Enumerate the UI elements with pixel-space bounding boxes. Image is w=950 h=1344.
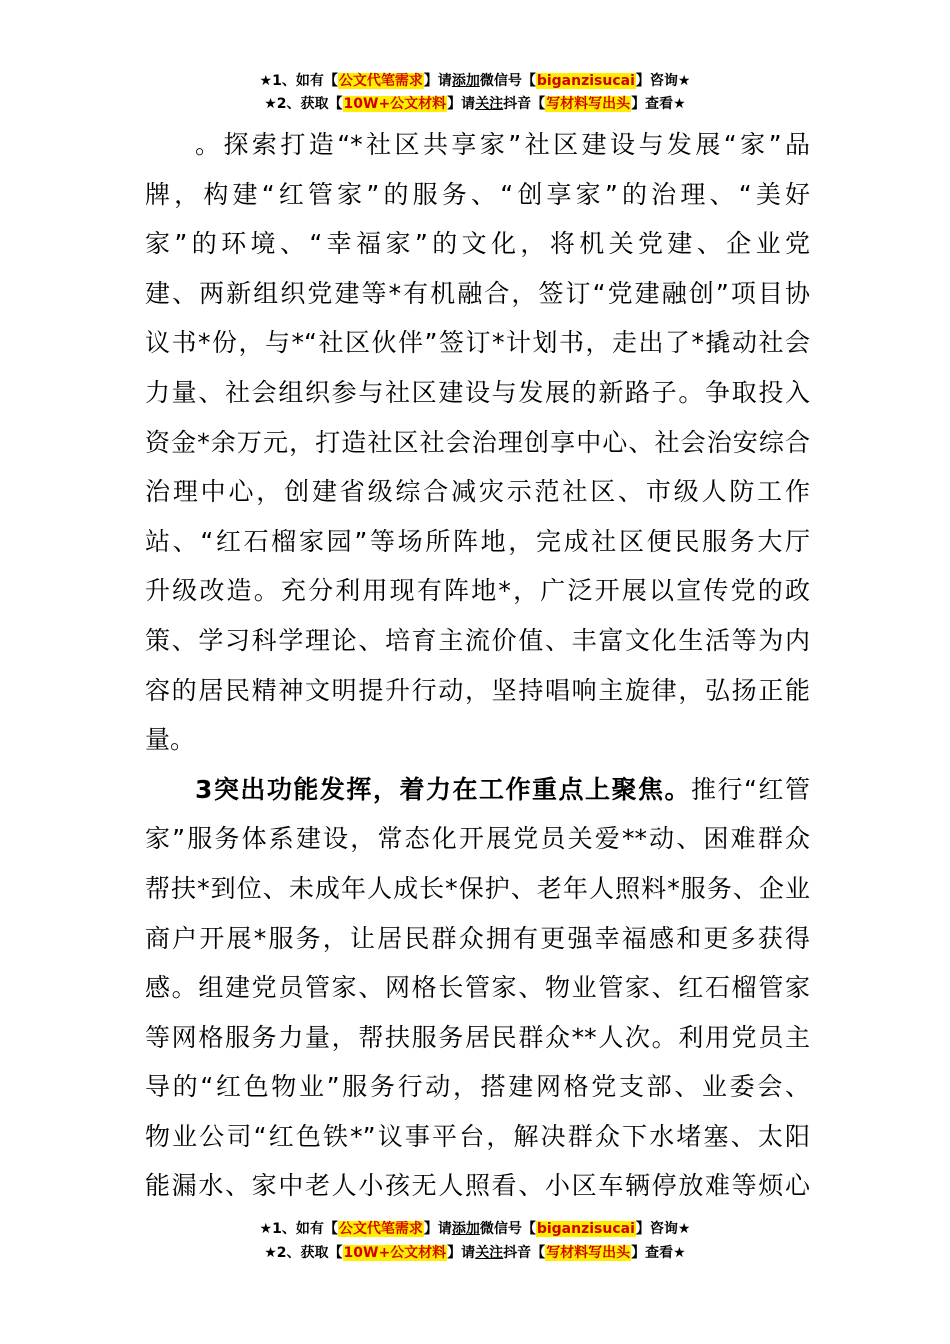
promo-line-2-footer xyxy=(0,1242,950,1264)
promo-underline: 添加 xyxy=(451,73,480,89)
paragraph-line: 议书*份，与*“社区伙伴”签订*计划书，走出了*撬动社会 xyxy=(145,328,810,358)
paragraph-line: 资金*余万元，打造社区社会治理创享中心、社会治安综合 xyxy=(145,427,810,457)
paragraph-line: 升级改造。充分利用现有阵地*，广泛开展以宣传党的政 xyxy=(145,576,810,606)
promo-text: 】请 xyxy=(423,1221,452,1237)
section-heading-line xyxy=(145,765,810,815)
paragraph-line: 帮扶*到位、未成年人成长*保护、老年人照料*服务、企业 xyxy=(145,873,810,903)
promo-highlight: 写材料写出头 xyxy=(546,96,631,112)
paragraph-line: 容的居民精神文明提升行动，坚持唱响主旋律，弘扬正能 xyxy=(145,675,810,705)
paragraph-line: 。探索打造“*社区共享家”社区建设与发展“家”品 xyxy=(195,130,810,159)
paragraph-line: 家”的环境、“幸福家”的文化，将机关党建、企业党 xyxy=(145,229,810,259)
promo-line-1 xyxy=(0,70,950,92)
promo-text: 】查看★ xyxy=(631,1245,686,1261)
promo-highlight: 公文代笔需求 xyxy=(338,73,423,89)
paragraph-line: 导的“红色物业”服务行动，搭建网格党支部、业委会、 xyxy=(145,1072,810,1102)
promo-text: ★2、获取【 xyxy=(264,1245,343,1261)
section-heading: 3突出功能发挥，着力在工作重点上聚焦。 xyxy=(195,774,692,804)
paragraph-line: 策、学习科学理论、培育主流价值、丰富文化生活等为内 xyxy=(145,625,810,655)
promo-text: 】请 xyxy=(423,73,452,89)
promo-underline: 关注 xyxy=(475,1245,504,1261)
promo-text: ★2、获取【 xyxy=(264,96,343,112)
promo-text: 微信号【 xyxy=(479,1221,536,1237)
promo-highlight: 10W+公文材料 xyxy=(343,1245,447,1261)
paragraph-line: 等网格服务力量，帮扶服务居民群众**人次。利用党员主 xyxy=(145,1022,810,1052)
promo-text: 抖音【 xyxy=(503,96,546,112)
paragraph-line: 感。组建党员管家、网格长管家、物业管家、红石榴管家 xyxy=(145,973,810,1003)
promo-text: 】咨询★ xyxy=(635,1221,691,1237)
paragraph-line: 能漏水、家中老人小孩无人照看、小区车辆停放难等烦心 xyxy=(145,1171,810,1201)
promo-line-1-footer xyxy=(0,1218,950,1240)
paragraph-line: 量。 xyxy=(145,725,196,755)
promo-text: 】请 xyxy=(447,1245,476,1261)
promo-text: 】咨询★ xyxy=(635,73,691,89)
paragraph-line: 商户开展*服务，让居民群众拥有更强幸福感和更多获得 xyxy=(145,923,810,953)
promo-highlight: biganzisucai xyxy=(536,1221,635,1237)
promo-highlight: biganzisucai xyxy=(536,73,635,89)
promo-text: ★1、如有【 xyxy=(259,73,338,89)
promo-highlight: 10W+公文材料 xyxy=(343,96,447,112)
paragraph-line: 牌，构建“红管家”的服务、“创享家”的治理、“美好 xyxy=(145,179,810,209)
promo-highlight: 写材料写出头 xyxy=(546,1245,631,1261)
promo-underline: 关注 xyxy=(475,96,504,112)
paragraph-line: 力量、社会组织参与社区建设与发展的新路子。争取投入 xyxy=(145,377,810,407)
paragraph-line: 治理中心，创建省级综合减灾示范社区、市级人防工作 xyxy=(145,477,810,507)
paragraph-line: 建、两新组织党建等*有机融合，签订“党建融创”项目协 xyxy=(145,278,810,308)
paragraph-line: 物业公司“红色铁*”议事平台，解决群众下水堵塞、太阳 xyxy=(145,1121,810,1151)
promo-underline: 添加 xyxy=(451,1221,480,1237)
promo-highlight: 公文代笔需求 xyxy=(338,1221,423,1237)
promo-text: 】请 xyxy=(447,96,476,112)
paragraph-line: 家”服务体系建设，常态化开展党员关爱**动、困难群众 xyxy=(145,824,810,854)
promo-line-2 xyxy=(0,93,950,115)
promo-text: 】查看★ xyxy=(631,96,686,112)
paragraph-line: 站、“红石榴家园”等场所阵地，完成社区便民服务大厅 xyxy=(145,526,810,556)
paragraph-text: 推行“红管 xyxy=(691,774,810,804)
document-body xyxy=(145,120,810,1211)
promo-text: 微信号【 xyxy=(479,73,536,89)
promo-text: ★1、如有【 xyxy=(259,1221,338,1237)
promo-text: 抖音【 xyxy=(503,1245,546,1261)
